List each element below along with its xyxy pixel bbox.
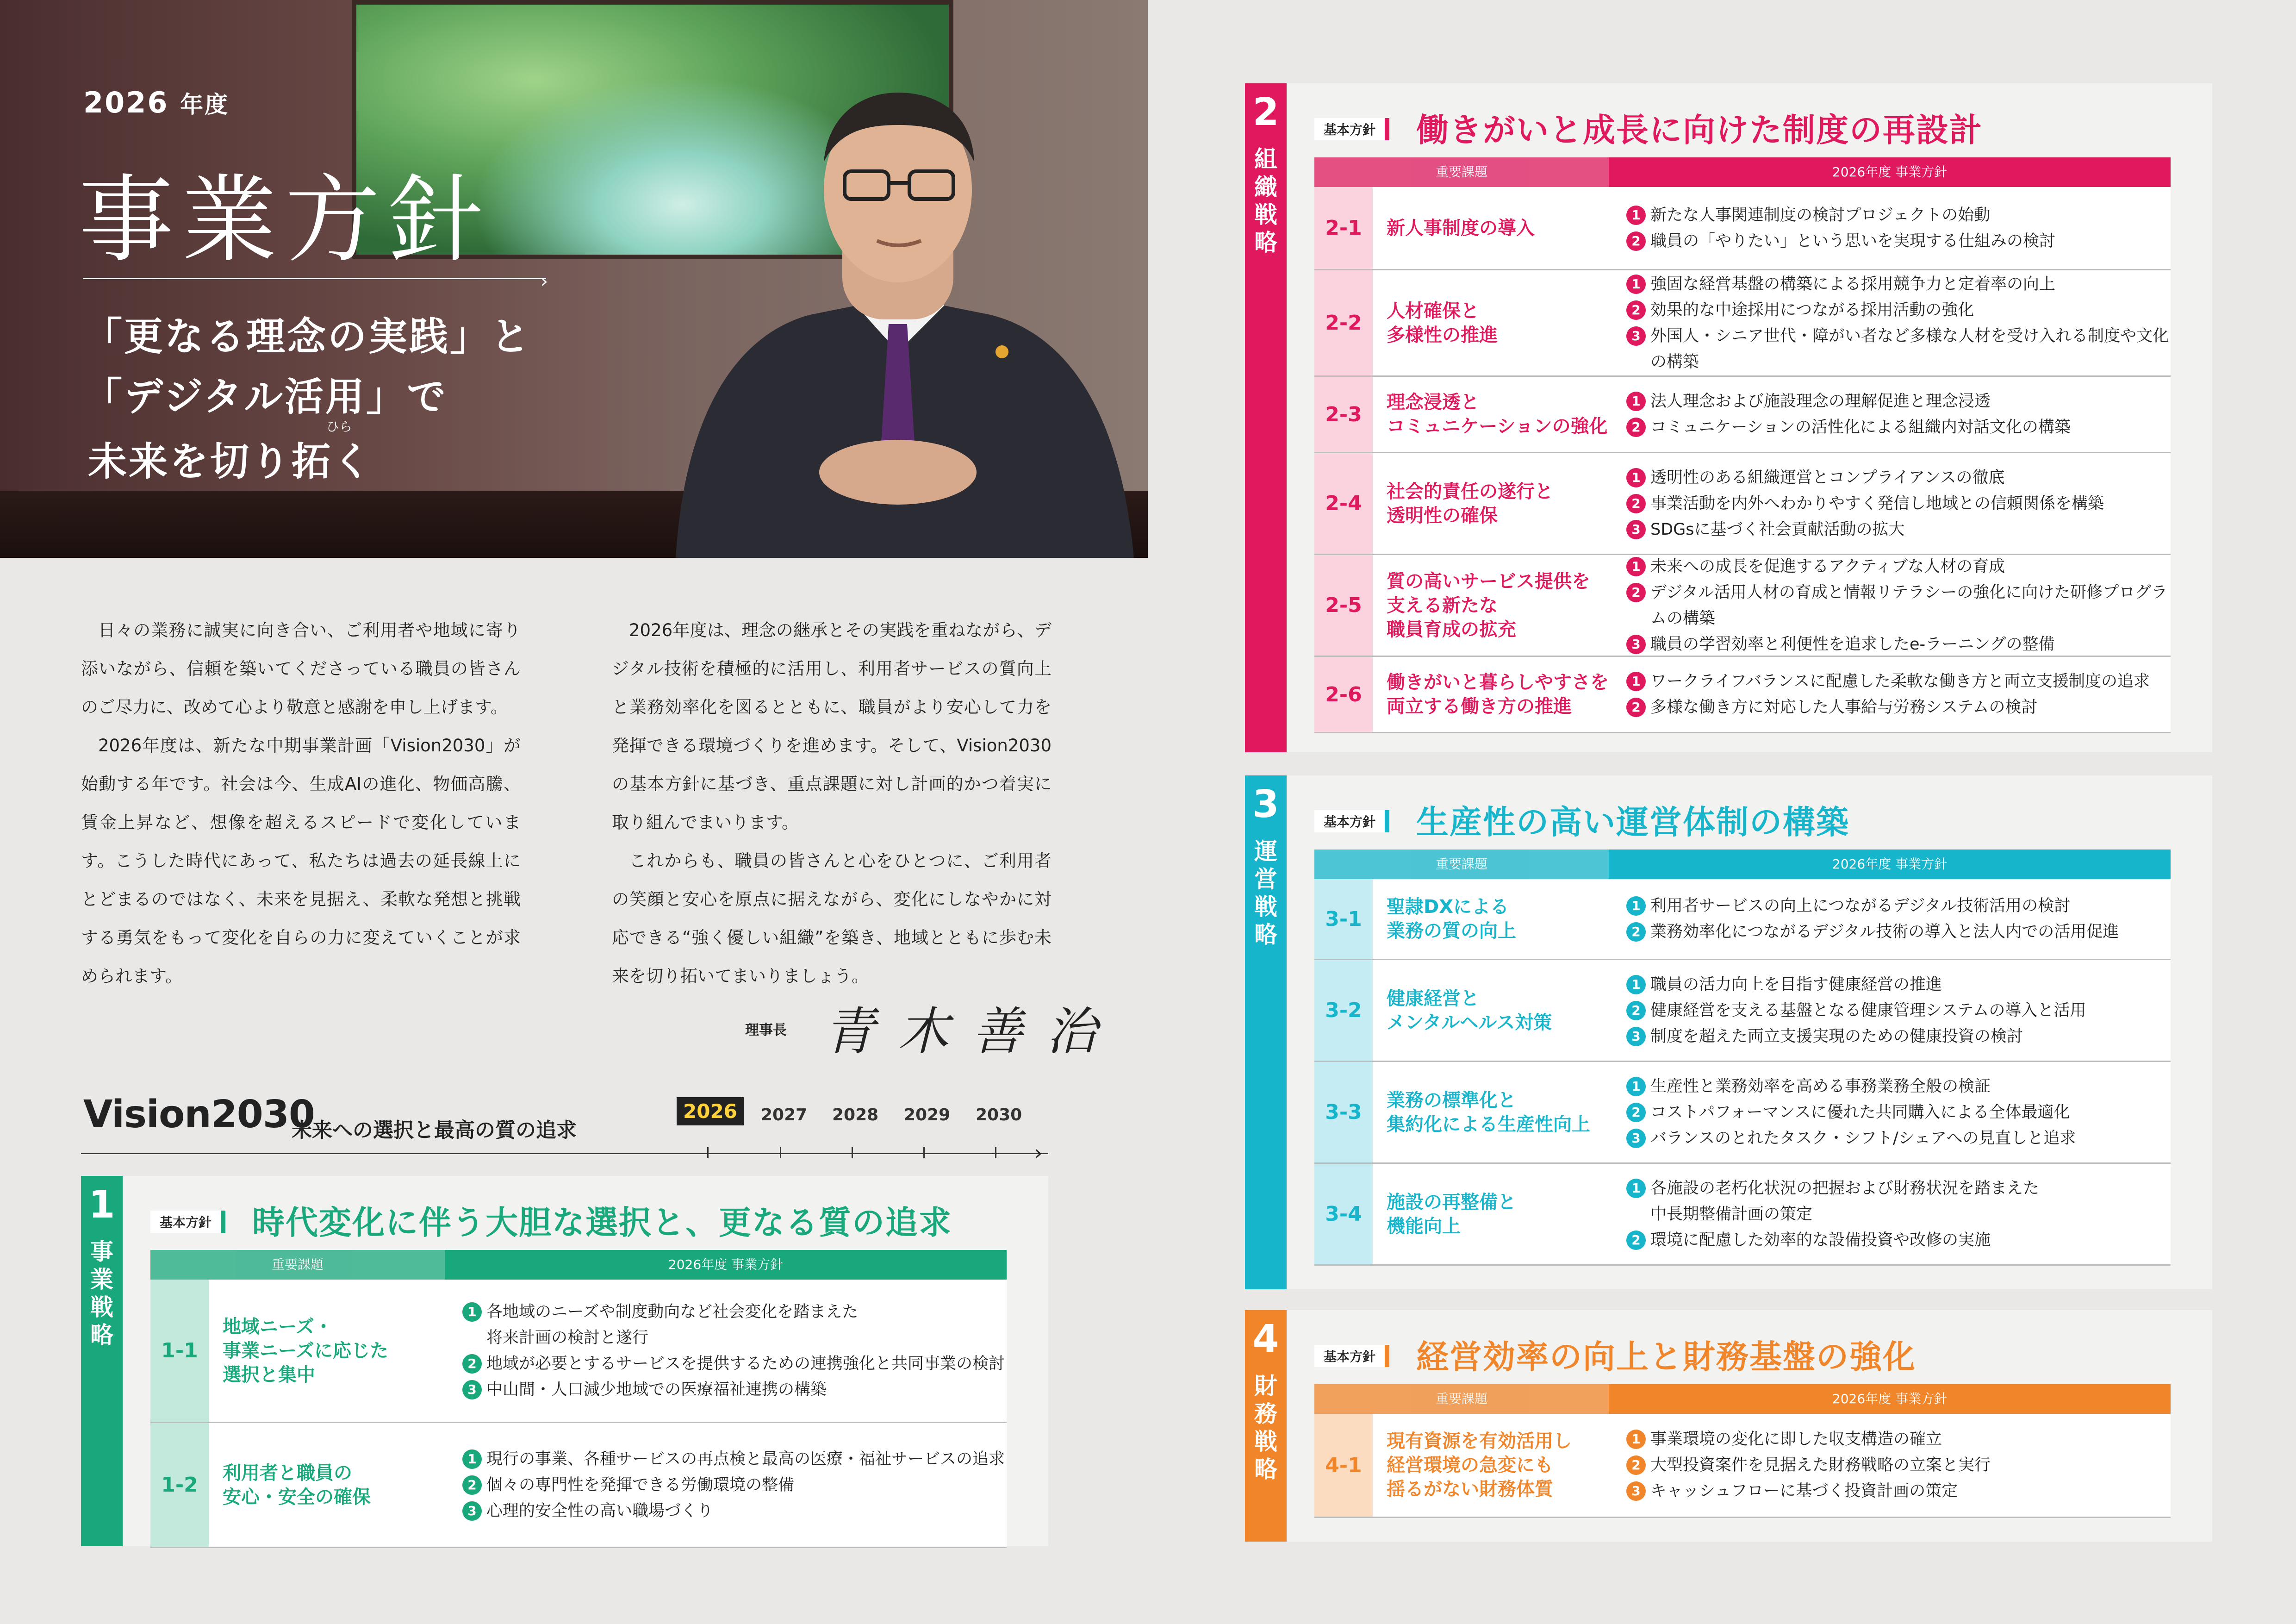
policy-items bbox=[445, 1280, 1007, 1422]
item-number-icon: 2 bbox=[1626, 418, 1646, 437]
policy-table bbox=[150, 1250, 1007, 1548]
policy-item bbox=[1626, 202, 2171, 228]
policy-badge: 基本方針 bbox=[1314, 118, 1389, 140]
timeline-year: 2029 bbox=[904, 1106, 951, 1124]
column-header-policy: 2026年度 事業方針 bbox=[1609, 157, 2171, 187]
timeline-year: 2028 bbox=[832, 1106, 879, 1124]
issue-name: 聖隷DXによる 業務の質の向上 bbox=[1373, 879, 1609, 959]
policy-items bbox=[445, 1423, 1007, 1547]
timeline-year: 2027 bbox=[761, 1106, 808, 1124]
issue-id: 2-6 bbox=[1314, 657, 1373, 732]
item-number-icon: 2 bbox=[1626, 1001, 1646, 1020]
issue-name: 健康経営と メンタルヘルス対策 bbox=[1373, 960, 1609, 1061]
message-paragraph: これからも、職員の皆さんと心をひとつに、ご利用者の笑顔と安心を原点に据えながら、変化にしなやかに対応できる“強く優しい組織”を築き、地域とともに歩む未来を切り拓いてまいりましょう。 bbox=[612, 851, 1052, 986]
table-header bbox=[1314, 157, 2171, 187]
policy-item bbox=[1626, 893, 2171, 919]
table-row bbox=[1314, 657, 2171, 733]
table-row bbox=[1314, 377, 2171, 453]
timeline-tick bbox=[852, 1147, 853, 1158]
policy-item-text: キャッシュフローに基づく投資計画の策定 bbox=[1650, 1482, 1958, 1500]
policy-items bbox=[1609, 879, 2171, 959]
policy-item-text: 現行の事業、各種サービスの再点検と最高の医療・福祉サービスの追求 bbox=[486, 1449, 1005, 1468]
timeline-year: 2030 bbox=[976, 1106, 1022, 1124]
item-number-icon: 3 bbox=[1626, 520, 1646, 539]
policy-title: 働きがいと成長に向けた制度の再設計 bbox=[1416, 111, 1983, 149]
policy-item-text: 中山間・人口減少地域での医療福祉連携の構築 bbox=[486, 1380, 827, 1399]
issue-name: 利用者と職員の 安心・安全の確保 bbox=[209, 1423, 445, 1547]
timeline-year-current: 2026 bbox=[677, 1097, 744, 1125]
table-row bbox=[1314, 270, 2171, 377]
policy-item-text: 健康経営を支える基盤となる健康管理システムの導入と活用 bbox=[1650, 1001, 2086, 1020]
issue-id: 3-3 bbox=[1314, 1062, 1373, 1162]
policy-item bbox=[462, 1351, 1007, 1377]
hero-subtitle-line-3: 未来を切り拓く bbox=[88, 439, 373, 484]
issue-id: 2-5 bbox=[1314, 555, 1373, 656]
policy-item bbox=[1626, 1125, 2171, 1151]
timeline-tick bbox=[995, 1147, 996, 1158]
strategy-panel-3 bbox=[1245, 775, 2212, 1289]
policy-item bbox=[1626, 1074, 2171, 1099]
policy-badge: 基本方針 bbox=[1314, 1345, 1389, 1367]
policy-item-text: 外国人・シニア世代・障がい者など多様な人材を受け入れる制度や文化の構築 bbox=[1650, 326, 2169, 371]
strategy-tab-label: 組織戦略 bbox=[1254, 146, 1277, 256]
hero-banner bbox=[0, 0, 1148, 558]
policy-item-text: 新たな人事関連制度の検討プロジェクトの始動 bbox=[1650, 206, 1991, 225]
policy-item-text: 制度を超えた両立支援実現のための健康投資の検討 bbox=[1650, 1027, 2023, 1046]
strategy-tab-label: 運営戦略 bbox=[1254, 838, 1277, 948]
issue-id: 2-3 bbox=[1314, 377, 1373, 452]
table-row bbox=[1314, 555, 2171, 657]
policy-item bbox=[1626, 1024, 2171, 1049]
issue-id: 2-2 bbox=[1314, 270, 1373, 375]
column-header-policy: 2026年度 事業方針 bbox=[445, 1250, 1007, 1280]
item-number-icon: 1 bbox=[1626, 896, 1646, 916]
item-number-icon: 1 bbox=[462, 1449, 482, 1469]
chairman-portrait bbox=[657, 56, 1148, 558]
policy-item bbox=[1626, 668, 2171, 694]
policy-item-text: 法人理念および施設理念の理解促進と理念浸透 bbox=[1650, 392, 1991, 411]
policy-item-text: 利用者サービスの向上につながるデジタル技術活用の検討 bbox=[1650, 897, 2071, 915]
item-number-icon: 3 bbox=[1626, 635, 1646, 654]
table-row bbox=[150, 1423, 1007, 1548]
issue-name: 人材確保と 多様性の推進 bbox=[1373, 270, 1609, 375]
table-row bbox=[1314, 1062, 2171, 1164]
table-header bbox=[1314, 849, 2171, 879]
policy-item-text: 各地域のニーズや制度動向など社会変化を踏まえた 将来計画の検討と遂行 bbox=[486, 1302, 859, 1347]
policy-item bbox=[1626, 271, 2171, 297]
policy-item bbox=[462, 1299, 1007, 1351]
policy-item bbox=[1626, 465, 2171, 491]
item-number-icon: 3 bbox=[1626, 1027, 1646, 1046]
arrow-right-icon: › bbox=[541, 271, 548, 292]
strategy-tab-label: 財務戦略 bbox=[1254, 1373, 1277, 1483]
policy-items bbox=[1609, 187, 2171, 269]
title-rule bbox=[83, 278, 546, 279]
issue-name: 社会的責任の遂行と 透明性の確保 bbox=[1373, 453, 1609, 554]
table-row bbox=[1314, 1164, 2171, 1266]
hero-year bbox=[83, 86, 229, 119]
policy-title: 経営効率の向上と財務基盤の強化 bbox=[1416, 1338, 1916, 1376]
item-number-icon: 1 bbox=[1626, 206, 1646, 225]
policy-items bbox=[1609, 555, 2171, 656]
strategy-tab-label: 事業戦略 bbox=[90, 1238, 113, 1349]
policy-item-text: 職員の「やりたい」という思いを実現する仕組みの検討 bbox=[1650, 231, 2056, 250]
timeline-tick bbox=[707, 1147, 709, 1158]
policy-items bbox=[1609, 1164, 2171, 1264]
policy-item bbox=[1626, 554, 2171, 580]
table-row bbox=[1314, 187, 2171, 270]
policy-item-text: 各施設の老朽化状況の把握および財務状況を踏まえた 中長期整備計画の策定 bbox=[1650, 1179, 2040, 1224]
policy-title: 時代変化に伴う大胆な選択と、更なる質の追求 bbox=[252, 1204, 952, 1242]
policy-badge: 基本方針 bbox=[1314, 810, 1389, 832]
issue-name: 地域ニーズ・ 事業ニーズに応じた 選択と集中 bbox=[209, 1280, 445, 1422]
policy-items bbox=[1609, 960, 2171, 1061]
policy-item bbox=[1626, 1099, 2171, 1125]
column-header-issue: 重要課題 bbox=[1314, 1384, 1609, 1414]
message-column-left bbox=[81, 611, 521, 995]
hero-subtitle-line-1: 「更なる理念の実践」と bbox=[83, 314, 532, 359]
chairman-signature: 青木善治 bbox=[824, 1002, 1120, 1061]
policy-item bbox=[1626, 414, 2171, 440]
item-number-icon: 2 bbox=[1626, 922, 1646, 942]
message-column-right bbox=[612, 611, 1052, 995]
issue-id: 4-1 bbox=[1314, 1414, 1373, 1517]
issue-id: 1-2 bbox=[150, 1423, 209, 1547]
policy-item-text: 地域が必要とするサービスを提供するための連携強化と共同事業の検討 bbox=[486, 1354, 1005, 1373]
column-header-issue: 重要課題 bbox=[1314, 157, 1609, 187]
strategy-tab bbox=[1245, 775, 1287, 1289]
policy-item-text: 事業活動を内外へわかりやすく発信し地域との信頼関係を構築 bbox=[1650, 494, 2104, 513]
timeline-line bbox=[81, 1153, 1048, 1154]
item-number-icon: 3 bbox=[1626, 1129, 1646, 1148]
policy-item-text: 未来への成長を促進するアクティブな人材の育成 bbox=[1650, 557, 2005, 576]
item-number-icon: 1 bbox=[462, 1302, 482, 1322]
policy-badge: 基本方針 bbox=[150, 1211, 225, 1233]
chairman-title: 理事長 bbox=[745, 1022, 787, 1038]
page-title: 事業方針 bbox=[79, 165, 492, 275]
hero-year-number: 2026 bbox=[83, 86, 169, 119]
policy-item-text: 強固な経営基盤の構築による採用競争力と定着率の向上 bbox=[1650, 275, 2056, 294]
policy-item bbox=[1626, 580, 2171, 631]
policy-item bbox=[1626, 998, 2171, 1024]
column-header-issue: 重要課題 bbox=[150, 1250, 445, 1280]
strategy-number: 2 bbox=[1252, 90, 1279, 134]
message-paragraph: 日々の業務に誠実に向き合い、ご利用者や地域に寄り添いながら、信頼を築いてくださっている職員の皆さんのご尽力に、改めて心より敬意と感謝を申し上げます。 bbox=[81, 620, 521, 717]
item-number-icon: 1 bbox=[1626, 672, 1646, 691]
vision-subtitle: 未来への選択と最高の質の追求 bbox=[292, 1118, 577, 1142]
policy-item bbox=[1626, 388, 2171, 414]
table-row bbox=[1314, 453, 2171, 555]
policy-items bbox=[1609, 270, 2171, 375]
policy-item-text: 大型投資案件を見据えた財務戦略の立案と実行 bbox=[1650, 1456, 1991, 1474]
issue-id: 2-1 bbox=[1314, 187, 1373, 269]
policy-items bbox=[1609, 1414, 2171, 1517]
timeline-tick bbox=[923, 1147, 925, 1158]
policy-item bbox=[1626, 517, 2171, 543]
strategy-tab bbox=[1245, 83, 1287, 752]
issue-name: 施設の再整備と 機能向上 bbox=[1373, 1164, 1609, 1264]
policy-item-text: 透明性のある組織運営とコンプライアンスの徹底 bbox=[1650, 468, 2005, 487]
policy-item bbox=[1626, 1478, 2171, 1504]
issue-name: 新人事制度の導入 bbox=[1373, 187, 1609, 269]
issue-name: 現有資源を有効活用し 経営環境の急変にも 揺るがない財務体質 bbox=[1373, 1414, 1609, 1517]
column-header-issue: 重要課題 bbox=[1314, 849, 1609, 879]
policy-item-text: 多様な働き方に対応した人事給与労務システムの検討 bbox=[1650, 698, 2038, 717]
strategy-tab bbox=[1245, 1310, 1287, 1542]
policy-item-text: 環境に配慮した効率的な設備投資や改修の実施 bbox=[1650, 1230, 1991, 1249]
policy-items bbox=[1609, 1062, 2171, 1162]
policy-item bbox=[462, 1377, 1007, 1403]
policy-item-text: 事業環境の変化に即した収支構造の確立 bbox=[1650, 1430, 1942, 1449]
policy-item bbox=[1626, 919, 2171, 945]
item-number-icon: 2 bbox=[1626, 231, 1646, 251]
issue-name: 理念浸透と コミュニケーションの強化 bbox=[1373, 377, 1609, 452]
policy-item bbox=[462, 1498, 1007, 1524]
policy-item bbox=[1626, 1426, 2171, 1452]
vision-brand: Vision2030 bbox=[83, 1093, 315, 1137]
issue-id: 1-1 bbox=[150, 1280, 209, 1422]
policy-items bbox=[1609, 657, 2171, 732]
item-number-icon: 3 bbox=[1626, 326, 1646, 346]
policy-item bbox=[1626, 491, 2171, 517]
item-number-icon: 1 bbox=[1626, 1179, 1646, 1198]
item-number-icon: 2 bbox=[1626, 1103, 1646, 1122]
policy-item-text: 業務効率化につながるデジタル技術の導入と法人内での活用促進 bbox=[1650, 923, 2119, 941]
item-number-icon: 2 bbox=[1626, 698, 1646, 717]
strategy-number: 3 bbox=[1252, 782, 1279, 826]
strategy-tab bbox=[81, 1176, 123, 1546]
strategy-number: 4 bbox=[1252, 1317, 1279, 1361]
table-row bbox=[1314, 879, 2171, 960]
policy-item bbox=[1626, 694, 2171, 720]
item-number-icon: 2 bbox=[1626, 300, 1646, 320]
item-number-icon: 2 bbox=[1626, 583, 1646, 602]
issue-id: 3-2 bbox=[1314, 960, 1373, 1061]
policy-item-text: ワークライフバランスに配慮した柔軟な働き方と両立支援制度の追求 bbox=[1650, 672, 2150, 691]
policy-item bbox=[1626, 631, 2171, 657]
strategy-panel-2 bbox=[1245, 83, 2212, 752]
policy-item-text: 心理的安全性の高い職場づくり bbox=[486, 1501, 714, 1520]
policy-item-text: コストパフォーマンスに優れた共同購入による全体最適化 bbox=[1650, 1103, 2070, 1122]
item-number-icon: 3 bbox=[462, 1501, 482, 1521]
policy-item-text: デジタル活用人材の育成と情報リテラシーの強化に向けた研修プログラムの構築 bbox=[1650, 583, 2168, 628]
timeline-tick bbox=[780, 1147, 781, 1158]
message-paragraph: 2026年度は、新たな中期事業計画「Vision2030」が始動する年です。社会は今、生成AIの進化、物価高騰、賃金上昇など、想像を超えるスピードで変化しています。こうした時代にあって、私たちは過去の延長線上にとどまるのではなく、未来を見据え、柔軟な発想と挑戦する勇気をもって変化を自らの力に変えていくことが求められます。 bbox=[81, 736, 521, 986]
item-number-icon: 2 bbox=[462, 1354, 482, 1374]
policy-table bbox=[1314, 849, 2171, 1266]
policy-item bbox=[1626, 972, 2171, 998]
policy-items bbox=[1609, 453, 2171, 554]
item-number-icon: 1 bbox=[1626, 1077, 1646, 1096]
item-number-icon: 1 bbox=[1626, 975, 1646, 994]
policy-item-text: バランスのとれたタスク・シフト/シェアへの見直しと追求 bbox=[1650, 1129, 2076, 1148]
policy-item bbox=[1626, 1452, 2171, 1478]
hero-subtitle-line-2: 「デジタル活用」で bbox=[83, 374, 448, 419]
policy-item bbox=[462, 1472, 1007, 1498]
item-number-icon: 1 bbox=[1626, 468, 1646, 487]
policy-item-text: 職員の活力向上を目指す健康経営の推進 bbox=[1650, 975, 1942, 994]
policy-item-text: 職員の学習効率と利便性を追求したe-ラーニングの整備 bbox=[1650, 635, 2055, 654]
column-header-policy: 2026年度 事業方針 bbox=[1609, 1384, 2171, 1414]
policy-table bbox=[1314, 157, 2171, 733]
column-header-policy: 2026年度 事業方針 bbox=[1609, 849, 2171, 879]
issue-name: 働きがいと暮らしやすさを 両立する働き方の推進 bbox=[1373, 657, 1609, 732]
policy-items bbox=[1609, 377, 2171, 452]
policy-table bbox=[1314, 1384, 2171, 1518]
table-header bbox=[1314, 1384, 2171, 1414]
item-number-icon: 3 bbox=[462, 1380, 482, 1399]
item-number-icon: 1 bbox=[1626, 1430, 1646, 1449]
table-row bbox=[150, 1280, 1007, 1423]
item-number-icon: 2 bbox=[1626, 494, 1646, 513]
arrow-right-icon: › bbox=[1034, 1141, 1043, 1165]
item-number-icon: 2 bbox=[1626, 1455, 1646, 1475]
policy-item bbox=[1626, 228, 2171, 254]
policy-item bbox=[462, 1446, 1007, 1472]
item-number-icon: 1 bbox=[1626, 392, 1646, 411]
policy-item-text: 効果的な中途採用につながる採用活動の強化 bbox=[1650, 300, 1974, 319]
table-header bbox=[150, 1250, 1007, 1280]
item-number-icon: 2 bbox=[462, 1475, 482, 1495]
policy-item-text: 個々の専門性を発揮できる労働環境の整備 bbox=[486, 1475, 795, 1494]
policy-item bbox=[1626, 297, 2171, 323]
item-number-icon: 1 bbox=[1626, 275, 1646, 294]
policy-item-text: コミュニケーションの活性化による組織内対話文化の構築 bbox=[1650, 418, 2071, 437]
ruby-annotation: ひら bbox=[326, 419, 353, 434]
policy-item bbox=[1626, 1175, 2171, 1227]
issue-id: 3-4 bbox=[1314, 1164, 1373, 1264]
policy-item bbox=[1626, 323, 2171, 375]
issue-id: 2-4 bbox=[1314, 453, 1373, 554]
item-number-icon: 2 bbox=[1626, 1230, 1646, 1250]
policy-title: 生産性の高い運営体制の構築 bbox=[1416, 803, 1849, 841]
table-row bbox=[1314, 1414, 2171, 1518]
table-row bbox=[1314, 960, 2171, 1062]
strategy-panel-4 bbox=[1245, 1310, 2212, 1542]
policy-item-text: SDGsに基づく社会貢献活動の拡大 bbox=[1650, 520, 1905, 539]
item-number-icon: 1 bbox=[1626, 557, 1646, 576]
policy-item bbox=[1626, 1227, 2171, 1253]
issue-name: 質の高いサービス提供を 支える新たな 職員育成の拡充 bbox=[1373, 555, 1609, 656]
item-number-icon: 3 bbox=[1626, 1481, 1646, 1501]
issue-name: 業務の標準化と 集約化による生産性向上 bbox=[1373, 1062, 1609, 1162]
message-paragraph: 2026年度は、理念の継承とその実践を重ねながら、デジタル技術を積極的に活用し、利用者サービスの質向上と業務効率化を図るとともに、職員がより安心して力を発揮できる環境づくりを進めます。そして、Vision2030の基本方針に基づき、重点課題に対し計画的かつ着実に取り組んでまいります。 bbox=[612, 620, 1052, 832]
strategy-number: 1 bbox=[88, 1183, 115, 1227]
strategy-panel-1 bbox=[81, 1176, 1048, 1546]
hero-year-suffix: 年度 bbox=[180, 91, 230, 118]
issue-id: 3-1 bbox=[1314, 879, 1373, 959]
policy-item-text: 生産性と業務効率を高める事務業務全般の検証 bbox=[1650, 1077, 1991, 1096]
